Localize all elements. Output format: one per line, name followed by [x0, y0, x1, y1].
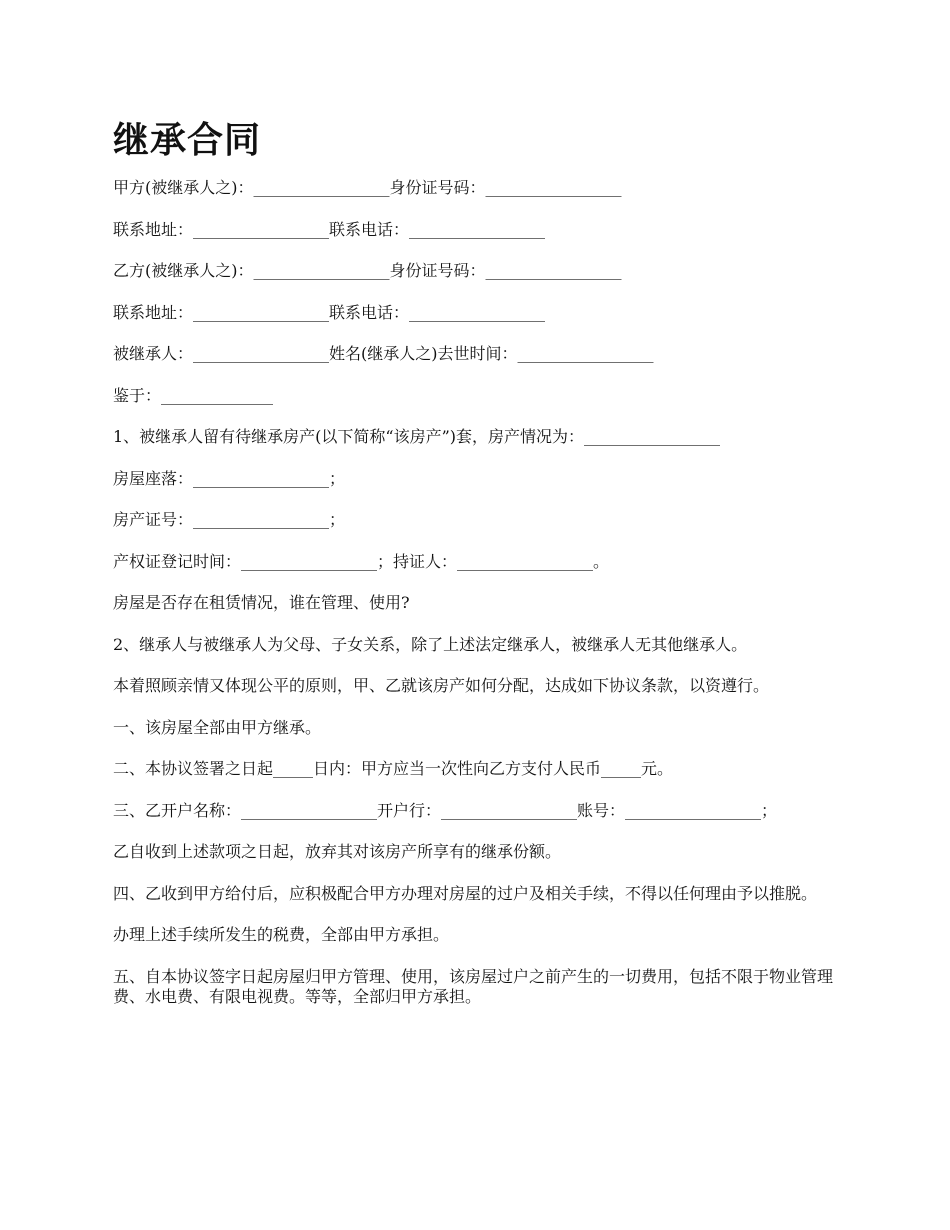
article-5: 五、自本协议签字日起房屋归甲方管理、使用，该房屋过户之前产生的一切费用，包括不限于物业管理费、水电费、有限电视费。等等，全部归甲方承担。	[113, 966, 834, 1006]
clause-1: 1、被继承人留有待继承房产(以下简称“该房产”)套，房产情况为：_________________	[113, 427, 721, 446]
article-3-continued: 乙自收到上述款项之日起，放弃其对该房产所享有的继承份额。	[113, 842, 562, 861]
property-certificate-line: 房产证号：_________________；	[113, 510, 346, 529]
registration-line: 产权证登记时间：_________________；持证人：_________________。	[113, 551, 610, 571]
article-3: 三、乙开户名称：_________________开户行：_________________账号：_________________；	[113, 800, 778, 820]
lease-question-line: 房屋是否存在租赁情况，谁在管理、使用?	[113, 593, 410, 612]
document-body	[113, 178, 840, 1028]
article-1: 一、该房屋全部由甲方继承。	[113, 717, 322, 737]
property-location-line: 房屋座落：_________________；	[113, 468, 346, 488]
article-4: 四、乙收到甲方给付后，应积极配合甲方办理对房屋的过户及相关手续，不得以任何理由予以推脱。	[113, 883, 818, 903]
party-b-contact-line: 联系地址：_________________联系电话：_________________	[113, 302, 546, 322]
party-b-line: 乙方(被继承人之)：_________________身份证号码：_________________	[113, 261, 622, 280]
document-title: 继承合同	[113, 120, 262, 161]
article-2: 二、本协议签署之日起_____日内：甲方应当一次性向乙方支付人民币_____元。	[113, 759, 674, 778]
decedent-line: 被继承人：_________________姓名(继承人之)去世时间：_________________	[113, 344, 654, 363]
whereas-line: 鉴于：______________	[113, 385, 274, 405]
agreement-intro: 本着照顾亲情又体现公平的原则，甲、乙就该房产如何分配，达成如下协议条款，以资遵行。	[113, 676, 770, 695]
article-4-continued: 办理上述手续所发生的税费，全部由甲方承担。	[113, 925, 450, 944]
clause-2: 2、继承人与被继承人为父母、子女关系，除了上述法定继承人，被继承人无其他继承人。	[113, 634, 748, 654]
party-a-contact-line: 联系地址：_________________联系电话：_________________	[113, 219, 546, 239]
party-a-line: 甲方(被继承人之)：_________________身份证号码：_________________	[113, 178, 622, 197]
